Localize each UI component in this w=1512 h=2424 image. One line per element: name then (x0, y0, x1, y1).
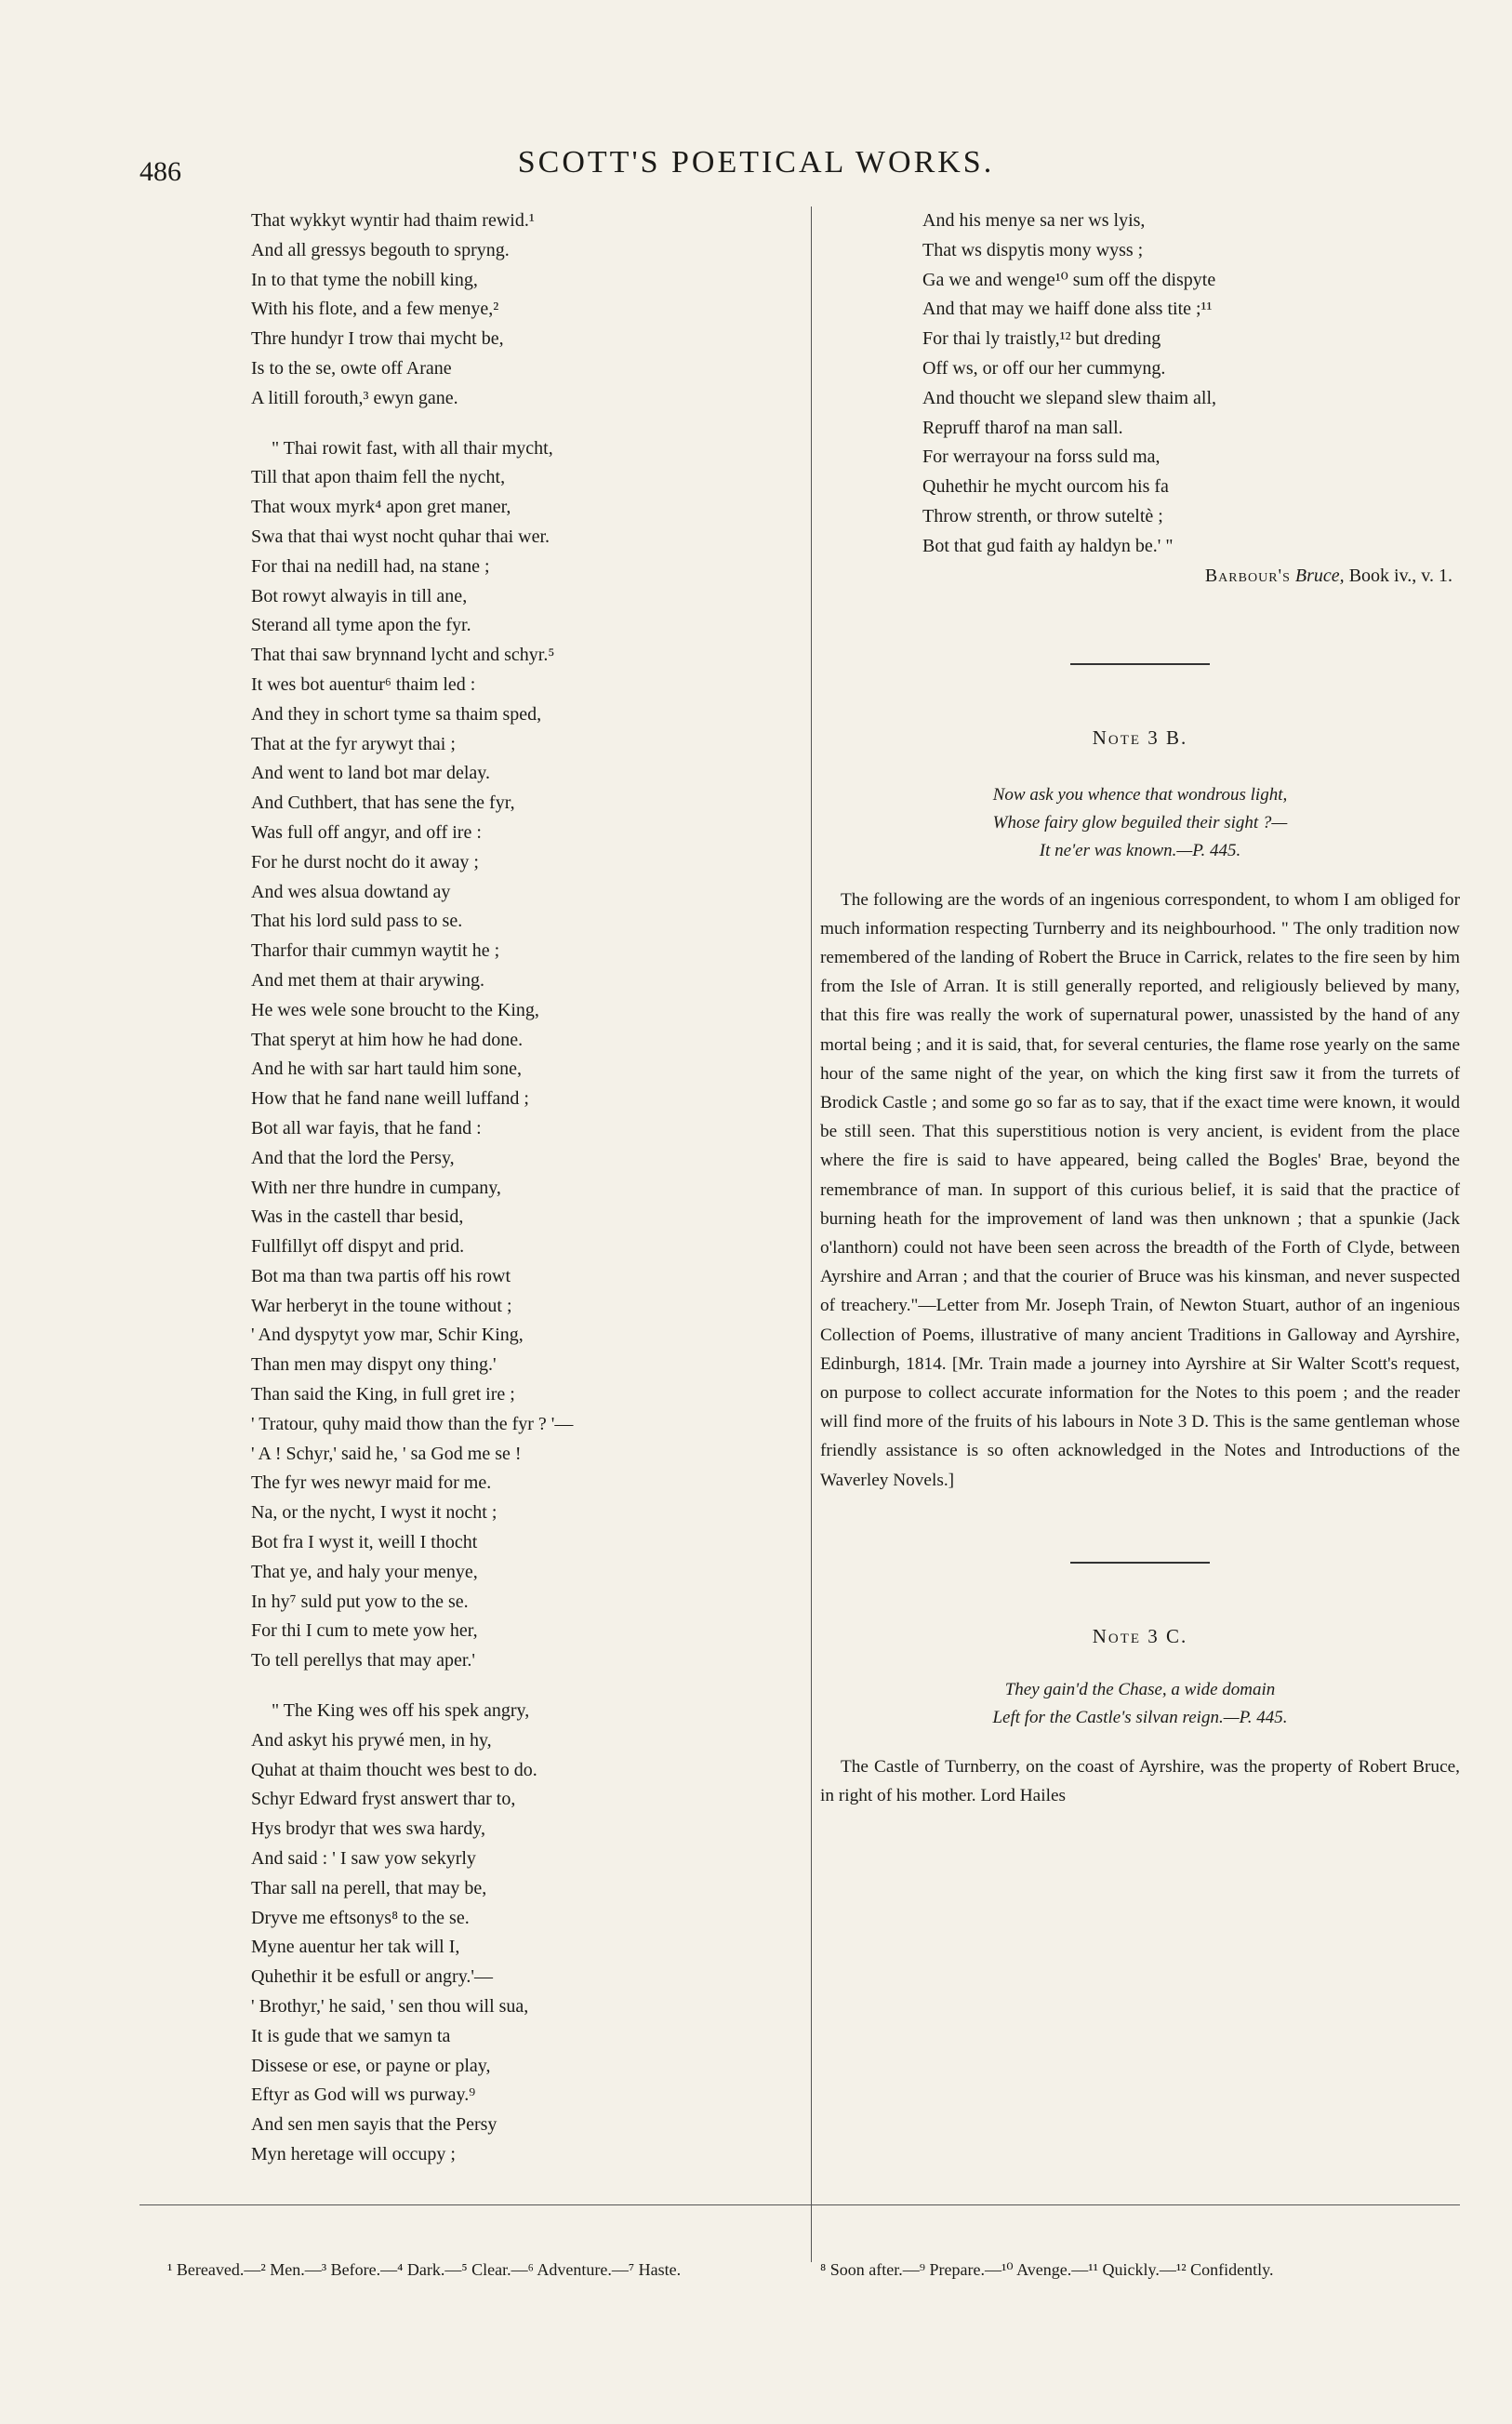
attribution-work: Bruce, (1294, 565, 1345, 586)
footnotes-right: ⁸ Soon after.—⁹ Prepare.—¹⁰ Avenge.—¹¹ Quickly.—¹² Confidently. (820, 2260, 1274, 2279)
poem-line: Is to the se, owte off Arane (251, 357, 452, 379)
poem-line: With ner thre hundre in cumpany, (251, 1177, 501, 1198)
poem-line: And sen men sayis that the Persy (251, 2114, 497, 2136)
poem-line: And they in schort tyme sa thaim sped, (251, 703, 542, 725)
poem-line: Fullfillyt off dispyt and prid. (251, 1236, 465, 1258)
poem-line: To tell perellys that may aper.' (251, 1650, 476, 1671)
poem-line: For thai na nedill had, na stane ; (251, 555, 490, 577)
poem-line: And wes alsua dowtand ay (251, 881, 451, 902)
poem-line: For thi I cum to mete yow her, (251, 1620, 478, 1642)
poem-line: Dissese or ese, or payne or play, (251, 2055, 491, 2076)
poem-line: And Cuthbert, that has sene the fyr, (251, 792, 515, 814)
poem-line: That ws dispytis mony wyss ; (922, 239, 1144, 260)
attribution-ref: Book iv., v. 1. (1348, 565, 1452, 586)
poem-line: That at the fyr arywyt thai ; (251, 733, 456, 754)
poem-line: How that he fand nane weill luffand ; (251, 1088, 529, 1110)
poem-line: Bot ma than twa partis off his rowt (251, 1265, 511, 1286)
poem-line: Dryve me eftsonys⁸ to the se. (251, 1907, 470, 1928)
poem-line: Was in the castell thar besid, (251, 1206, 464, 1228)
poem-line: Schyr Edward fryst answert thar to, (251, 1789, 516, 1810)
column-divider (811, 206, 812, 2262)
stanza-1 (251, 206, 800, 414)
note-3c-body: The Castle of Turnberry, on the coast of Ayrshire, was the property of Robert Bruce, in right of his mother. Lord Hailes (820, 1756, 1460, 1806)
epigraph-line: Whose fairy glow beguiled their sight ?— (992, 812, 1288, 832)
left-column (251, 206, 800, 2170)
poem-line: Quhat at thaim thoucht wes best to do. (251, 1759, 537, 1780)
poem-line: It is gude that we samyn ta (251, 2025, 451, 2046)
stanza-2 (251, 434, 800, 1676)
poem-line: That his lord suld pass to se. (251, 911, 463, 932)
poem-line: And all gressys begouth to spryng. (251, 239, 510, 260)
poem-line: Thar sall na perell, that may be, (251, 1877, 487, 1898)
poem-line: Off ws, or off our her cummyng. (922, 357, 1166, 379)
poem-line: And met them at thair arywing. (251, 969, 485, 991)
poem-line: " Thai rowit fast, with all thair mycht, (272, 437, 553, 459)
note-3c-epigraph (820, 1676, 1460, 1732)
poem-line: And his menye sa ner ws lyis, (922, 210, 1146, 231)
poem-line: And thoucht we slepand slew thaim all, (922, 387, 1217, 408)
poem-line: Na, or the nycht, I wyst it nocht ; (251, 1502, 497, 1524)
poem-line: A litill forouth,³ ewyn gane. (251, 387, 458, 408)
stanza-gap (251, 414, 800, 434)
poem-line: For thai ly traistly,¹² but dreding (922, 328, 1161, 350)
poem-line: Swa that thai wyst nocht quhar thai wer. (251, 526, 550, 547)
poem-line: Ga we and wenge¹⁰ sum off the dispyte (922, 269, 1216, 290)
poem-line: Bot that gud faith ay haldyn be.' " (922, 535, 1174, 556)
stanza-gap (251, 1676, 800, 1697)
poem-line: And askyt his prywé men, in hy, (251, 1729, 492, 1751)
poem-line: ' Tratour, quhy maid thow than the fyr ? '— (251, 1413, 574, 1434)
poem-attribution (820, 562, 1460, 591)
poem-line: Eftyr as God will ws purway.⁹ (251, 2084, 476, 2106)
poem-line: Than said the King, in full gret ire ; (251, 1384, 515, 1405)
poem-line: It wes bot auentur⁶ thaim led : (251, 673, 476, 695)
poem-line: ' A ! Schyr,' said he, ' sa God me se ! (251, 1443, 522, 1464)
note-3b-body: The following are the words of an ingenious correspondent, to whom I am obliged for much information respecting Turnberry and its neighbourhood. " The only tradition now remembered of the landing of Robert the Bruce in Carrick, relates to the fire seen by him from the Isle of Arran. It is still generally reported, and religiously believed by many, that this fire was really the work of supernatural power, unassisted by the hand of any mortal being ; and it is said, that, for several centuries, the flame rose yearly on the same hour of the same night of the year, on which the king first saw it from the turrets of Brodick Castle ; and some go so far as to say, that if the exact time were known, it would be still seen. That this superstitious notion is very ancient, is evident from the place where the fire is said to have appeared, being called the Bogles' Brae, beyond the remembrance of man. In support of this curious belief, it is said that the practice of burning heath for the improvement of land was then unknown ; that a spunkie (Jack o'lanthorn) could not have been seen across the breadth of the Forth of Clyde, between Ayrshire and Arran ; and that the courier of Bruce was his kinsman, and never suspected of treachery."—Letter from Mr. Joseph Train, of Newton Stuart, author of an ingenious Collection of Poems, illustrative of many ancient Traditions in Galloway and Ayrshire, Edinburgh, 1814. [Mr. Train made a journey into Ayrshire at Sir Walter Scott's request, on purpose to collect accurate information for the Notes to this poem ; and the reader will find more of the fruits of his labours in Note 3 D. This is the same gentleman whose friendly assistance is so often acknowledged in the Notes and Introductions of the Waverley Novels.] (820, 889, 1460, 1490)
poem-line: Repruff tharof na man sall. (922, 417, 1123, 438)
poem-line: Thre hundyr I trow thai mycht be, (251, 328, 504, 350)
poem-line: Bot all war fayis, that he fand : (251, 1117, 482, 1139)
poem-line: And that may we haiff done alss tite ;¹¹ (922, 299, 1213, 320)
poem-line: And said : ' I saw yow sekyrly (251, 1848, 476, 1870)
poem-line: And went to land bot mar delay. (251, 763, 490, 784)
poem-line: For he durst nocht do it away ; (251, 851, 479, 872)
poem-line: The fyr wes newyr maid for me. (251, 1472, 492, 1494)
poem-line: Was full off angyr, and off ire : (251, 821, 482, 843)
note-3b-epigraph (820, 781, 1460, 865)
poem-line: Bot fra I wyst it, weill I thocht (251, 1532, 478, 1553)
poem-line: Hys brodyr that wes swa hardy, (251, 1818, 485, 1840)
poem-continuation (820, 206, 1460, 562)
epigraph-line: Now ask you whence that wondrous light, (992, 784, 1288, 805)
poem-line: Myne auentur her tak will I, (251, 1937, 460, 1958)
page-number: 486 (139, 156, 181, 187)
epigraph-line: They gain'd the Chase, a wide domain (1004, 1679, 1276, 1699)
footnotes-left: ¹ Bereaved.—² Men.—³ Before.—⁴ Dark.—⁵ Clear.—⁶ Adventure.—⁷ Haste. (167, 2260, 682, 2279)
poem-line: Tharfor thair cummyn waytit he ; (251, 940, 500, 962)
stanza-3 (251, 1697, 800, 2170)
poem-line: Sterand all tyme apon the fyr. (251, 615, 471, 636)
attribution-author: Barbour's (1204, 565, 1291, 586)
poem-line: " The King wes off his spek angry, (272, 1700, 530, 1722)
poem-line: For werrayour na forss suld ma, (922, 446, 1161, 468)
poem-line: In hy⁷ suld put yow to the se. (251, 1591, 469, 1612)
poem-line: Throw strenth, or throw suteltè ; (922, 505, 1163, 526)
running-head: SCOTT'S POETICAL WORKS. (517, 145, 995, 180)
poem-line: ' And dyspytyt yow mar, Schir King, (251, 1325, 524, 1346)
poem-line: Quhethir he mycht ourcom his fa (922, 476, 1169, 498)
poem-line: That wykkyt wyntir had thaim rewid.¹ (251, 210, 535, 231)
epigraph-line: Left for the Castle's silvan reign.—P. 445. (992, 1707, 1288, 1727)
poem-line: In to that tyme the nobill king, (251, 269, 478, 290)
note-3c-heading: Note 3 C. (1092, 1624, 1188, 1647)
poem-line: Bot rowyt alwayis in till ane, (251, 585, 468, 606)
poem-line: Quhethir it be esfull or angry.'— (251, 1966, 494, 1988)
poem-line: ' Brothyr,' he said, ' sen thou will sua, (251, 1996, 529, 2018)
poem-line: And he with sar hart tauld him sone, (251, 1059, 523, 1080)
poem-line: With his flote, and a few menye,² (251, 299, 499, 320)
right-column (820, 206, 1460, 1810)
poem-line: That thai saw brynnand lycht and schyr.⁵ (251, 645, 555, 666)
footnote-rule (139, 2204, 1460, 2205)
epigraph-line: It ne'er was known.—P. 445. (1039, 840, 1241, 860)
poem-line: He wes wele sone broucht to the King, (251, 999, 539, 1020)
poem-line: And that the lord the Persy, (251, 1147, 455, 1168)
note-3b-heading: Note 3 B. (1092, 726, 1188, 749)
poem-line: War herberyt in the toune without ; (251, 1295, 512, 1316)
poem-line: That woux myrk⁴ apon gret maner, (251, 497, 511, 518)
poem-line: That speryt at him how he had done. (251, 1029, 524, 1050)
poem-line: Till that apon thaim fell the nycht, (251, 467, 506, 488)
poem-line: Myn heretage will occupy ; (251, 2144, 456, 2164)
poem-line: Than men may dispyt ony thing.' (251, 1354, 497, 1376)
poem-line: That ye, and haly your menye, (251, 1561, 478, 1582)
